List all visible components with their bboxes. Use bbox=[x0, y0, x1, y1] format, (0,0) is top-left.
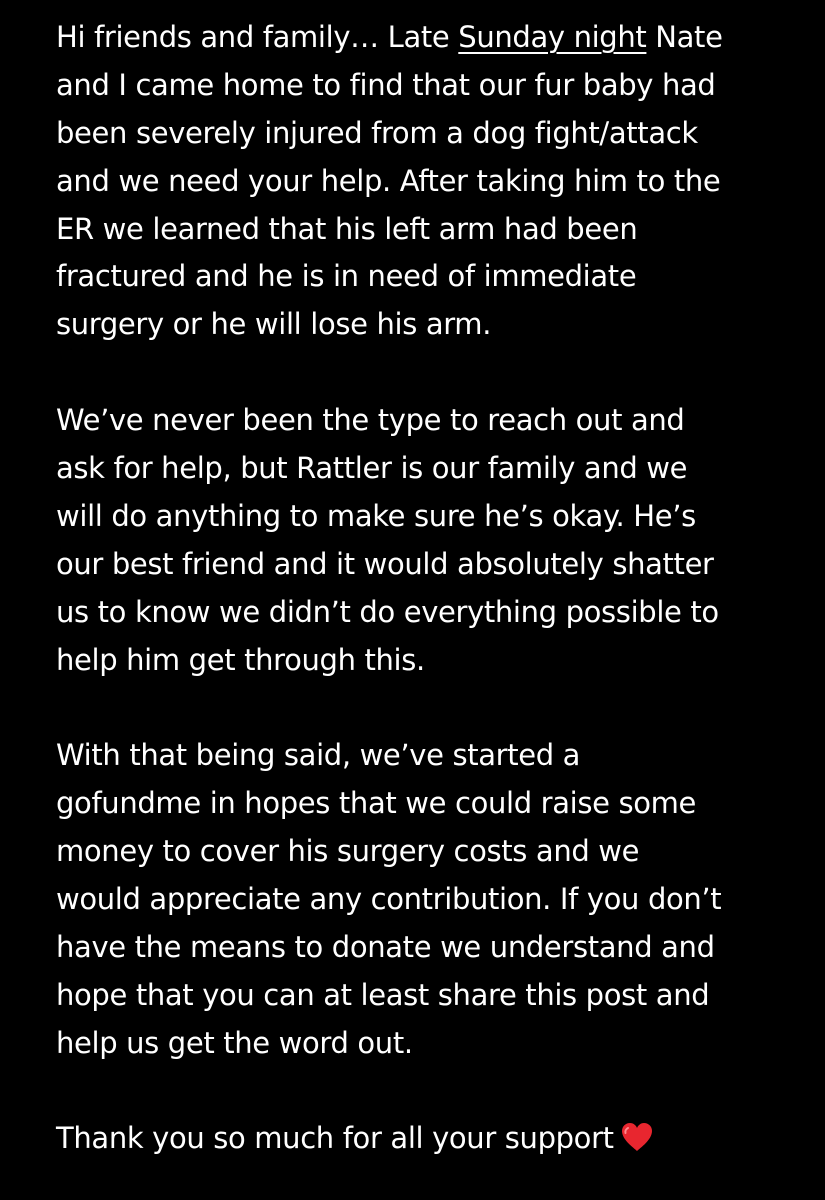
text-line: our best friend and it would absolutely shatter bbox=[56, 546, 714, 581]
text-line: and we need your help. After taking him to the bbox=[56, 163, 721, 198]
paragraph-spacer bbox=[56, 1068, 816, 1116]
date-link[interactable]: Sunday night bbox=[458, 20, 647, 54]
paragraph-spacer bbox=[56, 684, 816, 732]
heart-emoji-icon bbox=[620, 1120, 654, 1152]
closing-paragraph bbox=[56, 1115, 816, 1163]
text-line: ER we learned that his left arm had been bbox=[56, 211, 638, 246]
closing-text: Thank you so much for all your support bbox=[56, 1121, 614, 1156]
text-line: surgery or he will lose his arm. bbox=[56, 307, 492, 342]
paragraph-3 bbox=[56, 732, 816, 1067]
text-line: We’ve never been the type to reach out and bbox=[56, 403, 685, 438]
text-line: ask for help, but Rattler is our family and we bbox=[56, 451, 688, 486]
text-line: will do anything to make sure he’s okay. He’s bbox=[56, 498, 696, 533]
paragraph-2 bbox=[56, 397, 816, 684]
text-segment: Nate bbox=[646, 20, 723, 54]
text-line: would appreciate any contribution. If you don’t bbox=[56, 882, 722, 917]
text-line: been severely injured from a dog fight/attack bbox=[56, 115, 698, 150]
text-line: us to know we didn’t do everything possible to bbox=[56, 594, 719, 629]
text-line bbox=[56, 14, 816, 62]
text-line: help him get through this. bbox=[56, 642, 425, 677]
text-line: fractured and he is in need of immediate bbox=[56, 259, 637, 294]
note-body bbox=[56, 14, 816, 1163]
text-line: have the means to donate we understand and bbox=[56, 929, 715, 964]
text-line: help us get the word out. bbox=[56, 1025, 413, 1060]
text-segment: Hi friends and family… Late bbox=[56, 20, 459, 54]
closing-line bbox=[56, 1115, 816, 1163]
text-line: and I came home to find that our fur baby had bbox=[56, 67, 716, 102]
paragraph-1 bbox=[56, 14, 816, 349]
text-line: With that being said, we’ve started a bbox=[56, 738, 581, 773]
paragraph-spacer bbox=[56, 349, 816, 397]
text-line: gofundme in hopes that we could raise some bbox=[56, 786, 696, 821]
text-line: money to cover his surgery costs and we bbox=[56, 834, 640, 869]
text-line: hope that you can at least share this post and bbox=[56, 977, 710, 1012]
